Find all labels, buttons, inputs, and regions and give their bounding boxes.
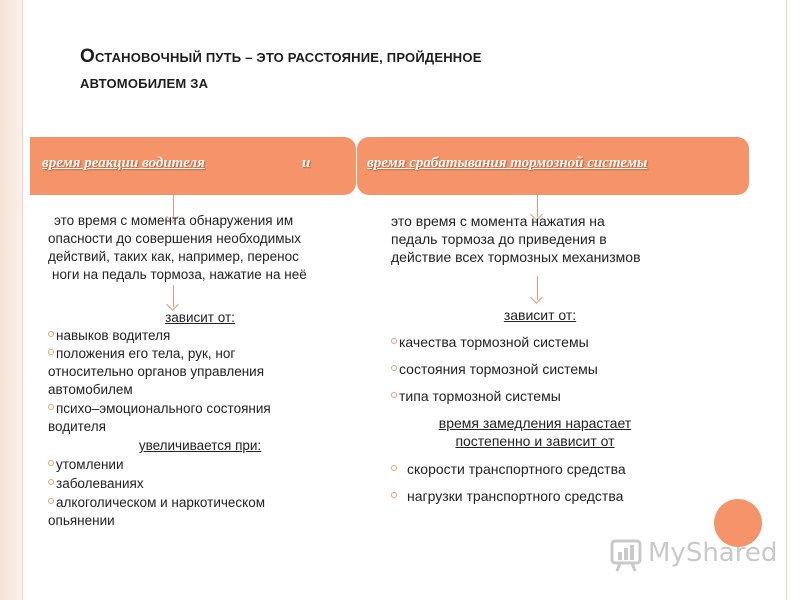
list-item: положения его тела, рук, ног относительно органов управления автомобилем [48,346,265,397]
list-item: состояния тормозной системы [391,360,721,378]
bullet-icon [48,331,54,337]
title-line2: АВТОМОБИЛЕМ ЗА [80,76,209,91]
slide-title [80,44,680,97]
bullet-icon [391,492,397,498]
border-divider [22,0,23,600]
bullet-icon [48,498,54,504]
bullet-icon [391,365,397,371]
brake-depends-heading: зависит от: [503,307,577,323]
bullet-icon [48,460,54,466]
brake-definition: это время с момента нажатия на педаль тормоза до приведения в действие всех тормозных механизмов [391,213,641,265]
banner-brake-label: время срабатывания тормозной системы [367,155,648,171]
bullet-icon [391,392,397,398]
bullet-icon [391,465,397,471]
banner-reaction-time [30,137,356,195]
bullet-icon [48,349,54,355]
title-first-letter: О [80,46,95,67]
list-item: навыков водителя [48,327,348,345]
list-item: заболеваниях [48,475,348,493]
arrow-down-icon [173,285,174,307]
list-item: утомлении [48,456,348,474]
title-line1: СТАНОВОЧНЫЙ ПУТЬ – ЭТО РАССТОЯНИЕ, ПРОЙДЕННОЕ [94,50,482,65]
list-item: психо–эмоционального состояния водителя [48,401,271,434]
left-border-decoration [0,0,22,600]
bullet-icon [391,338,397,344]
list-item: нагрузки транспортного средства [391,487,721,505]
reaction-increases-heading: увеличивается при: [138,438,262,453]
bullet-icon [48,479,54,485]
logo-icon [610,538,644,572]
reaction-definition: это время с момента обнаружения им опасности до совершения необходимых действий, таких как, например, перенос ноги на педаль тормоза, нажатие на неё [48,213,307,282]
arrow-down-icon [537,276,538,300]
list-item: типа тормозной системы [391,387,721,405]
myshared-logo [608,534,778,574]
banner-reaction-label: время реакции водителя [42,155,205,171]
banner-conjunction: и [302,155,311,171]
list-item: скорости транспортного средства [391,460,721,478]
list-item: качества тормозной системы [391,333,721,351]
reaction-depends-heading: зависит от: [165,310,235,325]
banner-brake-time [357,137,749,195]
bullet-icon [48,404,54,410]
list-item: алкоголическом и наркотическом опьянении [48,495,265,528]
logo-text: MyShared [648,538,778,568]
deceleration-heading: время замедления нарастает постепенно и зависит от [438,415,632,449]
